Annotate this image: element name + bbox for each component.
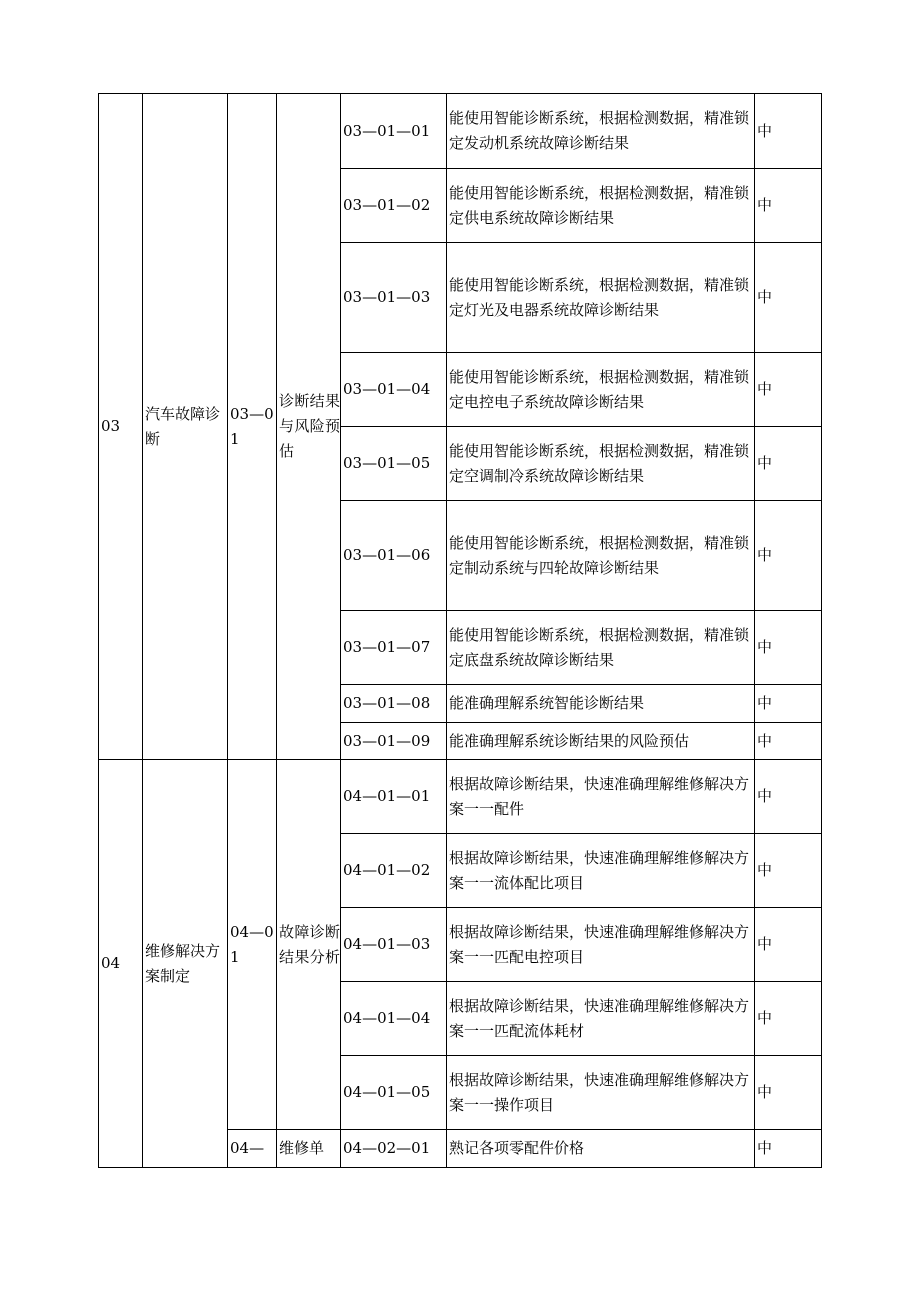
item-code: 04—01—03 [341,908,447,982]
item-desc: 能使用智能诊断系统，根据检测数据，精准锁定制动系统与四轮故障诊断结果 [447,501,755,611]
unit-name: 诊断结果与风险预估 [277,94,341,760]
item-code: 03—01—07 [341,611,447,685]
item-level: 中 [755,1130,822,1168]
section-code: 04 [99,760,143,1168]
item-desc: 根据故障诊断结果，快速准确理解维修解决方案一一操作项目 [447,1056,755,1130]
unit-code: 04—01 [228,760,277,1130]
item-level: 中 [755,834,822,908]
item-code: 04—01—02 [341,834,447,908]
item-desc: 能准确理解系统智能诊断结果 [447,685,755,723]
item-code: 03—01—08 [341,685,447,723]
item-code: 03—01—09 [341,723,447,760]
item-code: 03—01—02 [341,169,447,243]
item-desc: 能使用智能诊断系统，根据检测数据，精准锁定灯光及电器系统故障诊断结果 [447,243,755,353]
item-desc: 根据故障诊断结果，快速准确理解维修解决方案一一匹配电控项目 [447,908,755,982]
item-desc: 能使用智能诊断系统，根据检测数据，精准锁定底盘系统故障诊断结果 [447,611,755,685]
item-code: 04—01—05 [341,1056,447,1130]
item-level: 中 [755,723,822,760]
item-level: 中 [755,427,822,501]
item-level: 中 [755,1056,822,1130]
section-name: 维修解决方案制定 [143,760,228,1168]
item-level: 中 [755,94,822,169]
item-level: 中 [755,908,822,982]
item-desc: 根据故障诊断结果，快速准确理解维修解决方案一一流体配比项目 [447,834,755,908]
item-desc: 能使用智能诊断系统，根据检测数据，精准锁定发动机系统故障诊断结果 [447,94,755,169]
item-level: 中 [755,353,822,427]
unit-code: 04— [228,1130,277,1168]
item-code: 04—02—01 [341,1130,447,1168]
item-desc: 根据故障诊断结果，快速准确理解维修解决方案一一配件 [447,760,755,834]
item-desc: 能使用智能诊断系统，根据检测数据，精准锁定电控电子系统故障诊断结果 [447,353,755,427]
item-code: 03—01—03 [341,243,447,353]
item-level: 中 [755,169,822,243]
item-code: 03—01—01 [341,94,447,169]
item-level: 中 [755,685,822,723]
item-code: 03—01—04 [341,353,447,427]
table-row [99,94,822,169]
unit-name: 维修单 [277,1130,341,1168]
item-desc: 能使用智能诊断系统，根据检测数据，精准锁定空调制冷系统故障诊断结果 [447,427,755,501]
section-code: 03 [99,94,143,760]
item-level: 中 [755,243,822,353]
table-row [99,760,822,834]
item-level: 中 [755,982,822,1056]
item-desc: 熟记各项零配件价格 [447,1130,755,1168]
section-name: 汽车故障诊断 [143,94,228,760]
item-desc: 根据故障诊断结果，快速准确理解维修解决方案一一匹配流体耗材 [447,982,755,1056]
competency-table [98,93,822,1168]
unit-code: 03—01 [228,94,277,760]
item-code: 03—01—06 [341,501,447,611]
item-desc: 能使用智能诊断系统，根据检测数据，精准锁定供电系统故障诊断结果 [447,169,755,243]
item-code: 03—01—05 [341,427,447,501]
item-code: 04—01—04 [341,982,447,1056]
item-level: 中 [755,760,822,834]
item-level: 中 [755,501,822,611]
item-level: 中 [755,611,822,685]
item-code: 04—01—01 [341,760,447,834]
item-desc: 能准确理解系统诊断结果的风险预估 [447,723,755,760]
unit-name: 故障诊断结果分析 [277,760,341,1130]
